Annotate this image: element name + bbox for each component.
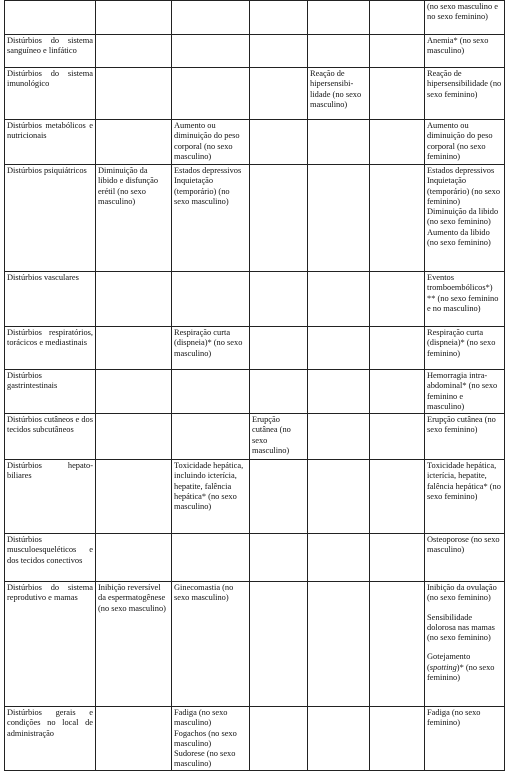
table-cell <box>308 582 370 707</box>
row-header-cell: Distúrbios psiquiátricos <box>5 165 96 272</box>
table-cell <box>96 534 172 582</box>
cell-line: Fadiga (no sexo masculino) <box>174 708 228 728</box>
table-cell <box>250 327 308 370</box>
cell-line: Sensibilidade dolorosa nas mamas (no sexo feminino) <box>427 612 495 642</box>
table-cell <box>308 272 370 327</box>
table-cell <box>250 534 308 582</box>
table-cell <box>250 1 308 35</box>
table-cell <box>96 35 172 68</box>
table-cell: Toxicidade hepática, icterícia, hepatite, falência hepática* (no sexo feminino) <box>425 460 505 534</box>
table-cell <box>308 35 370 68</box>
table-row <box>5 1 505 35</box>
table-cell <box>172 35 250 68</box>
table-cell: Osteoporose (no sexo masculino) <box>425 534 505 582</box>
table-cell: Reação de hipersensibilidade (no sexo feminino) <box>425 68 505 120</box>
table-cell: Ginecomastia (no sexo masculino) <box>172 582 250 707</box>
table-cell <box>96 272 172 327</box>
cell-paragraph <box>427 613 502 644</box>
table-cell <box>308 534 370 582</box>
table-row <box>5 165 505 272</box>
table-cell <box>96 120 172 165</box>
table-cell: Reação de hipersensibi-lidade (no sexo masculino) <box>308 68 370 120</box>
table-cell <box>370 327 425 370</box>
cell-line: Estados depressivos <box>174 166 242 175</box>
row-header-cell: Distúrbios cutâneos e dos tecidos subcutâneos <box>5 414 96 460</box>
table-cell <box>250 707 308 771</box>
table-cell <box>250 35 308 68</box>
table-cell: Erupção cutânea (no sexo masculino) <box>250 414 308 460</box>
table-cell <box>308 460 370 534</box>
table-cell: Respiração curta (dispneia)* (no sexo masculino) <box>172 327 250 370</box>
table-cell: (no sexo masculino e no sexo feminino) <box>425 1 505 35</box>
table-cell <box>172 1 250 35</box>
table-row <box>5 35 505 68</box>
table-cell: Inibição reversível da espermatogênese (no sexo masculino) <box>96 582 172 707</box>
cell-paragraph <box>427 583 502 604</box>
cell-line: Fogachos (no sexo masculino) <box>174 728 237 748</box>
row-header-cell: Distúrbios metabólicos e nutricionais <box>5 120 96 165</box>
table-cell <box>172 534 250 582</box>
cell-paragraph <box>174 708 247 770</box>
table-row <box>5 707 505 771</box>
table-cell <box>172 414 250 460</box>
table-cell: Eventos tromboembólicos*) ** (no sexo feminino e no masculino) <box>425 272 505 327</box>
table-cell <box>425 582 505 707</box>
row-header-cell: Distúrbios musculoesqueléticos e dos tecidos conectivos <box>5 534 96 582</box>
table-cell: Erupção cutânea (no sexo feminino) <box>425 414 505 460</box>
table-row <box>5 534 505 582</box>
row-header-cell: Distúrbios gerais e condições no local de administração <box>5 707 96 771</box>
cell-paragraph <box>427 166 502 248</box>
table-cell <box>308 707 370 771</box>
table-cell <box>370 707 425 771</box>
table-cell: Diminuição da libido e disfunção erétil (no sexo masculino) <box>96 165 172 272</box>
table-cell <box>96 414 172 460</box>
table-cell <box>172 68 250 120</box>
table-row <box>5 370 505 414</box>
table-cell <box>96 707 172 771</box>
row-header-cell <box>5 1 96 35</box>
cell-paragraph <box>174 166 247 207</box>
cell-line: Estados depressivos <box>427 166 495 175</box>
table-cell <box>172 272 250 327</box>
table-cell: Aumento ou diminuição do peso corporal (no sexo feminino) <box>425 120 505 165</box>
table-row <box>5 120 505 165</box>
table-cell <box>172 165 250 272</box>
table-cell <box>250 68 308 120</box>
table-cell <box>425 165 505 272</box>
table-cell <box>308 327 370 370</box>
table-cell <box>308 370 370 414</box>
document-page <box>4 0 504 768</box>
table-cell <box>250 460 308 534</box>
table-cell <box>370 582 425 707</box>
table-cell <box>370 35 425 68</box>
table-cell <box>96 327 172 370</box>
table-cell <box>172 707 250 771</box>
cell-line: Inquietação (temporário) (no sexo feminino) <box>427 176 501 206</box>
table-row <box>5 68 505 120</box>
table-cell <box>250 120 308 165</box>
table-cell: Toxicidade hepática, incluindo icterícia, hepatite, falência hepática* (no sexo masculino) <box>172 460 250 534</box>
row-header-cell: Distúrbios do sistema reprodutivo e mamas <box>5 582 96 707</box>
cell-line: Diminuição da libido (no sexo feminino) <box>427 207 499 227</box>
table-cell: Respiração curta (dispneia)* (no sexo feminino) <box>425 327 505 370</box>
table-cell <box>308 165 370 272</box>
table-cell: Hemorragia intra-abdominal* (no sexo feminino e masculino) <box>425 370 505 414</box>
table-cell: Anemia* (no sexo masculino) <box>425 35 505 68</box>
cell-line: Aumento da libido (no sexo feminino) <box>427 227 491 247</box>
table-row <box>5 582 505 707</box>
adverse-reactions-table <box>4 0 505 771</box>
table-cell <box>370 272 425 327</box>
cell-paragraph <box>427 652 502 683</box>
table-cell <box>96 1 172 35</box>
table-cell: Aumento ou diminuição do peso corporal (no sexo masculino) <box>172 120 250 165</box>
table-cell <box>370 1 425 35</box>
table-cell <box>172 370 250 414</box>
table-cell <box>250 370 308 414</box>
row-header-cell: Distúrbios vasculares <box>5 272 96 327</box>
table-body <box>5 1 505 771</box>
table-cell <box>308 1 370 35</box>
table-cell <box>370 370 425 414</box>
row-header-cell: Distúrbios do sistema imunológico <box>5 68 96 120</box>
table-row <box>5 460 505 534</box>
table-cell <box>96 370 172 414</box>
cell-line: Sudorese (no sexo masculino) <box>174 749 236 769</box>
table-row <box>5 272 505 327</box>
cell-line: Gotejamento (spotting)* (no sexo feminino) <box>427 652 495 682</box>
table-cell <box>308 120 370 165</box>
table-cell <box>370 165 425 272</box>
row-header-cell: Distúrbios respiratórios, torácicos e mediastinais <box>5 327 96 370</box>
table-row <box>5 414 505 460</box>
table-cell <box>250 272 308 327</box>
table-cell <box>96 68 172 120</box>
table-cell <box>370 414 425 460</box>
table-cell <box>308 414 370 460</box>
table-cell <box>370 68 425 120</box>
table-cell <box>96 460 172 534</box>
table-cell <box>370 120 425 165</box>
row-header-cell: Distúrbios hepato-biliares <box>5 460 96 534</box>
row-header-cell: Distúrbios gastrintestinais <box>5 370 96 414</box>
table-row <box>5 327 505 370</box>
table-cell <box>370 460 425 534</box>
cell-line: Inibição da ovulação (no sexo feminino) <box>427 583 497 603</box>
row-header-cell: Distúrbios do sistema sanguíneo e linfático <box>5 35 96 68</box>
table-cell <box>370 534 425 582</box>
table-cell <box>250 582 308 707</box>
table-cell: Fadiga (no sexo feminino) <box>425 707 505 771</box>
table-cell <box>250 165 308 272</box>
cell-line: Inquietação (temporário) (no sexo masculino) <box>174 176 230 206</box>
